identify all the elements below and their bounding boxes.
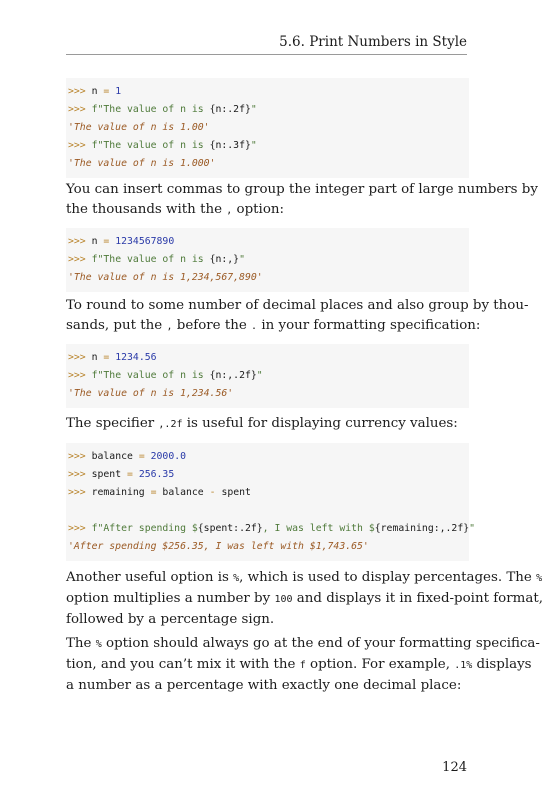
paragraph-line [66,655,532,676]
prompt: >>> [68,254,86,265]
code-output [68,119,467,137]
code-variable: spent [91,469,122,480]
paragraph [66,568,543,630]
text: in your formatting specification: [257,318,481,333]
paragraph [66,634,540,696]
prompt: >>> [68,86,86,97]
inline-code: .1% [454,660,473,671]
code-string: f"The value of n is [91,254,210,265]
prompt: >>> [68,451,86,462]
code-replacement-field: {n:.2f} [209,104,251,115]
output-text: 'The value of n is 1.000' [68,158,216,169]
text: option multiplies a number by [66,591,275,606]
code-variable: balance [91,451,133,462]
inline-code: . [251,321,258,332]
paragraph [66,296,529,337]
code-line [68,448,467,466]
prompt: >>> [68,104,86,115]
text: tion, and you can’t mix it with the [66,657,300,672]
paragraph-line [66,634,540,655]
code-operator: = [103,236,110,247]
prompt: >>> [68,487,86,498]
code-output [68,155,467,173]
text: and displays it in fixed-point format, [292,591,543,606]
text: the thousands with the [66,202,227,217]
text: Another useful option is [66,570,234,585]
code-line [68,520,476,538]
text: option should always go at the end of your formatting specifica- [101,636,540,651]
prompt: >>> [68,523,86,534]
code-line [68,137,467,155]
code-output [68,385,467,403]
code-string: " [469,523,476,534]
inline-code: % [233,573,240,584]
code-line [68,233,467,251]
output-text: 'The value of n is 1.00' [68,122,210,133]
code-block [66,228,469,292]
code-replacement-field: {n:,} [209,254,240,265]
code-replacement-field: {n:,.2f} [209,370,257,381]
code-line [68,466,467,484]
paragraph-line: To round to some number of decimal places and also group by thou- [66,298,529,313]
code-line [68,484,467,502]
code-operator: = [150,487,157,498]
code-number: 1234567890 [115,236,175,247]
inline-code: ,.2f [158,419,183,430]
code-number: 2000.0 [150,451,187,462]
code-operator: - [209,487,216,498]
code-block [66,443,476,561]
text: option. For example, [305,657,455,672]
code-line [68,367,467,385]
paragraph-line: You can insert commas to group the integer part of large numbers by [66,182,538,197]
running-header [66,34,467,55]
text: sands, put the [66,318,167,333]
code-blank-line [68,502,467,520]
code-line [68,83,467,101]
code-replacement-field: {spent:.2f} [197,523,263,534]
code-number: 1234.56 [115,352,157,363]
text: option: [232,202,285,217]
prompt: >>> [68,469,86,480]
code-string: " [256,370,263,381]
code-variable: spent [221,487,251,498]
code-string: f"The value of n is [91,370,210,381]
prompt: >>> [68,140,86,151]
inline-code: % [536,573,543,584]
code-block [66,78,469,178]
paragraph-line [66,414,469,435]
code-output [68,538,467,556]
paragraph [66,414,469,435]
text: The [66,636,96,651]
code-variable: remaining [91,487,145,498]
code-operator: = [138,451,145,462]
code-string: f"The value of n is [91,140,210,151]
code-operator: = [103,86,110,97]
inline-code: 100 [274,594,293,605]
code-number: 1 [115,86,122,97]
code-line [68,251,467,269]
code-variable: n [91,86,98,97]
code-string: " [250,140,257,151]
paragraph-line [66,200,469,221]
code-number: 256.35 [138,469,175,480]
code-variable: balance [162,487,204,498]
prompt: >>> [68,236,86,247]
inline-code: , [166,321,173,332]
code-block [66,344,469,408]
paragraph-line [66,589,543,610]
page-number: 124 [442,760,467,775]
text: is useful for displaying currency values: [182,416,458,431]
paragraph [66,180,538,221]
output-text: 'After spending $256.35, I was left with $1,743.65' [68,541,369,552]
code-replacement-field: {remaining:,.2f} [374,523,470,534]
code-string: f"The value of n is [91,104,210,115]
chapter-section-title: 5.6. Print Numbers in Style [279,34,467,50]
code-string: , I was left with $ [262,523,375,534]
code-replacement-field: {n:.3f} [209,140,251,151]
text: displays [472,657,532,672]
code-line [68,101,467,119]
inline-code: f [299,660,306,671]
code-string: f"After spending $ [91,523,198,534]
code-line [68,349,467,367]
paragraph-line: followed by a percentage sign. [66,612,275,627]
inline-code: , [226,205,233,216]
text: The specifier [66,416,159,431]
code-output [68,269,467,287]
paragraph-line: a number as a percentage with exactly one decimal place: [66,678,462,693]
prompt: >>> [68,352,86,363]
paragraph-line [66,316,481,337]
output-text: 'The value of n is 1,234,567,890' [68,272,263,283]
code-variable: n [91,352,98,363]
text: before the [172,318,252,333]
text: , which is used to display percentages. The [239,570,537,585]
inline-code: % [95,639,102,650]
code-operator: = [127,469,133,480]
code-variable: n [91,236,98,247]
output-text: 'The value of n is 1,234.56' [68,388,234,399]
code-string: " [250,104,257,115]
code-string: " [239,254,245,265]
prompt: >>> [68,370,86,381]
paragraph-line [66,568,543,589]
code-operator: = [103,352,110,363]
